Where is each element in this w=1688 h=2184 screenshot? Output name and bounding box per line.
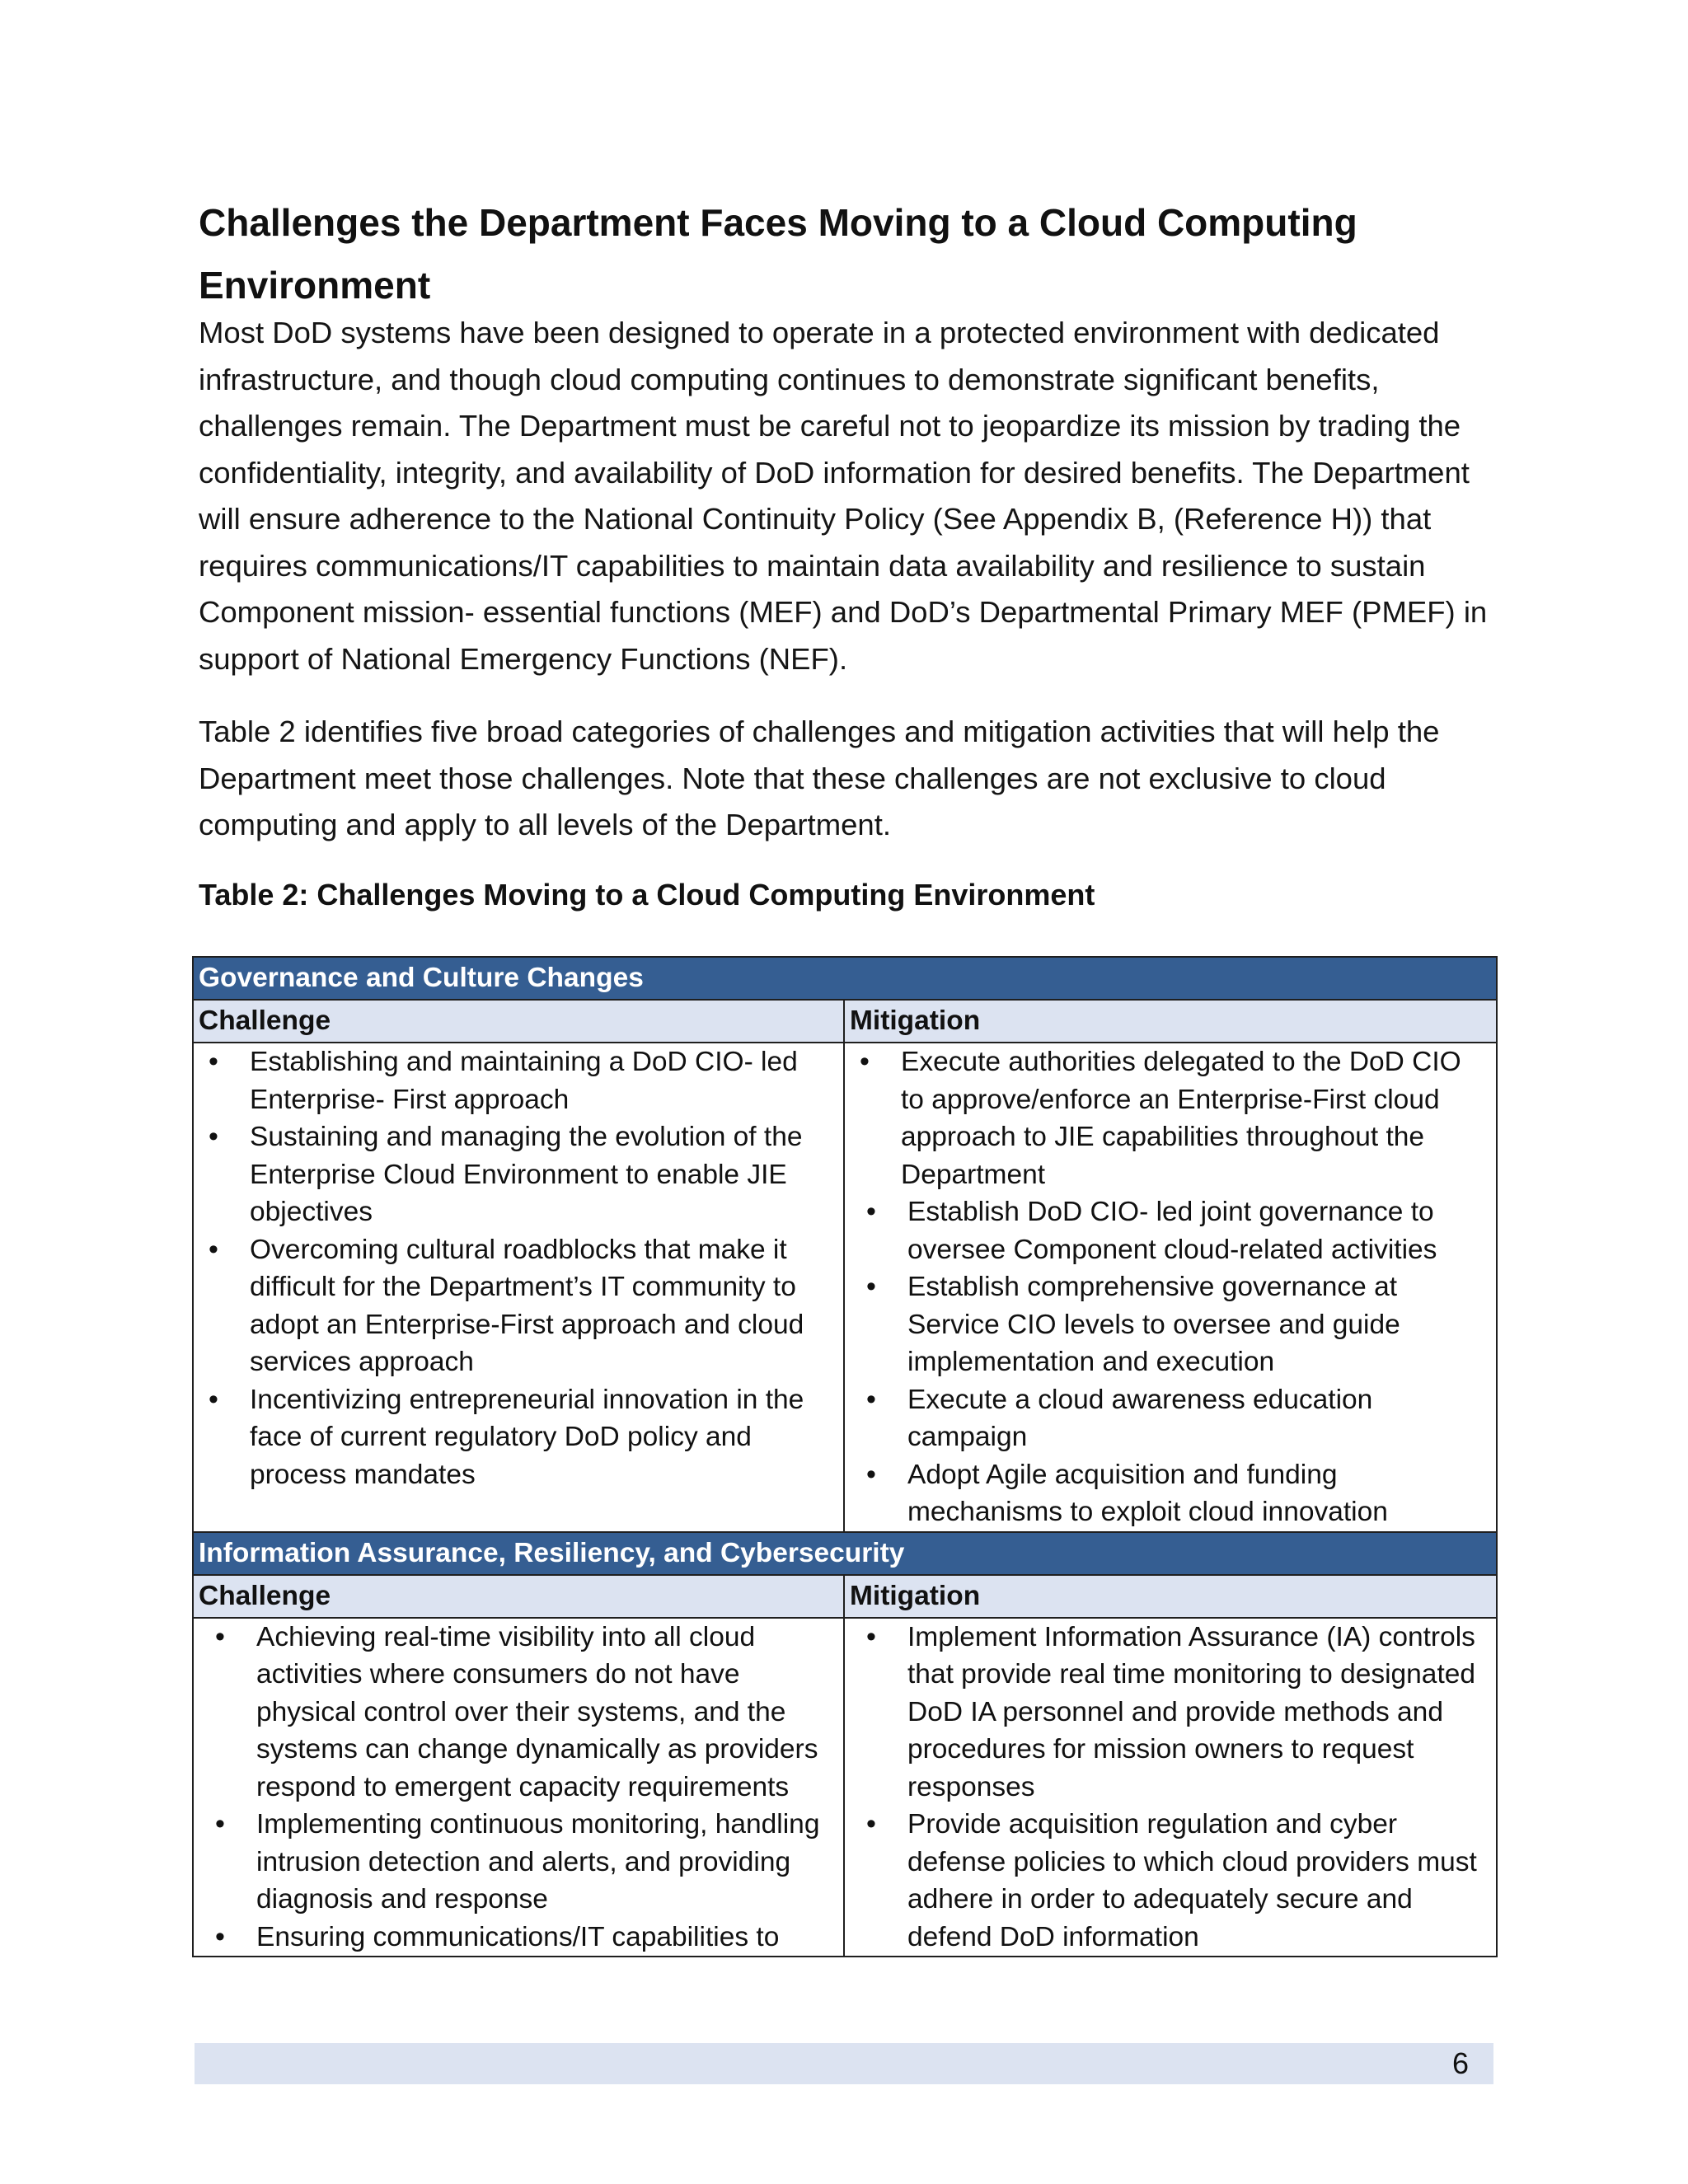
challenges-table: [192, 956, 1498, 1957]
main-content: [199, 191, 1497, 918]
challenge-column-header: Challenge: [193, 1000, 844, 1043]
challenge-list-cell: [193, 1043, 844, 1532]
bullet-icon: •: [866, 1196, 876, 1227]
bullet-icon: •: [866, 1271, 876, 1302]
challenge-list: [199, 1043, 838, 1493]
bullet-icon: •: [209, 1121, 218, 1152]
table-caption: Table 2: Challenges Moving to a Cloud Computing Environment: [199, 877, 1095, 912]
bullet-icon: •: [209, 1233, 218, 1265]
challenge-column-header: Challenge: [193, 1575, 844, 1618]
list-item: • Incentivizing entrepreneurial innovation in the face of current regulatory DoD policy and process mandates: [199, 1381, 838, 1494]
bullet-icon: •: [215, 1620, 225, 1652]
challenge-list-cell: [193, 1618, 844, 1957]
list-item: • Adopt Agile acquisition and funding mechanisms to exploit cloud innovation: [850, 1456, 1491, 1531]
bullet-icon: •: [215, 1808, 225, 1840]
list-item: • Sustaining and managing the evolution of the Enterprise Cloud Environment to enable JIE objectives: [199, 1118, 838, 1231]
list-item: • Establish comprehensive governance at Service CIO levels to oversee and guide implementation and execution: [850, 1268, 1491, 1381]
list-item: • Ensuring communications/IT capabilities to: [199, 1919, 838, 1957]
table-header-row: [193, 1000, 1497, 1043]
table-section-row: [193, 1532, 1497, 1575]
bullet-icon: •: [866, 1383, 876, 1415]
list-item: • Execute a cloud awareness education campaign: [850, 1381, 1491, 1456]
bullet-icon: •: [209, 1046, 218, 1077]
list-item: • Achieving real-time visibility into all cloud activities where consumers do not have physical control over their systems, and the systems can change dynamically as providers respond to emergent capacity requirements: [199, 1619, 838, 1807]
page-number: 6: [1451, 2046, 1469, 2080]
mitigation-column-header: Mitigation: [844, 1575, 1497, 1618]
table-row: [193, 1043, 1497, 1532]
body-paragraph-1: Most DoD systems have been designed to operate in a protected environment with dedicated infrastructure, and though cloud computing continues to demonstrate significant benefits, challenges remain. The Department must be careful not to jeopardize its mission by trading the confidentiality, integrity, and availability of DoD information for desired benefits. The Department will ensure adherence to the National Continuity Policy (See Appendix B, (Reference H)) that requires communications/IT capabilities to maintain data availability and resilience to sustain Component mission- essential functions (MEF) and DoD’s Departmental Primary MEF (PMEF) in support of National Emergency Functions (NEF).: [199, 316, 1488, 676]
body-paragraph-2: Table 2 identifies five broad categories of challenges and mitigation activities that will help the Department meet those challenges. Note that these challenges are not exclusive to cloud computing and apply to all levels of the Department.: [199, 715, 1440, 841]
list-item: • Implement Information Assurance (IA) controls that provide real time monitoring to designated DoD IA personnel and provide methods and procedures for mission owners to request responses: [850, 1619, 1491, 1807]
table-header-row: [193, 1575, 1497, 1618]
bullet-icon: •: [209, 1383, 218, 1415]
table-row: [193, 1618, 1497, 1957]
table-section-row: [193, 957, 1497, 1000]
bullet-icon: •: [866, 1808, 876, 1840]
mitigation-list-cell: [844, 1618, 1497, 1957]
list-item: • Provide acquisition regulation and cyber defense policies to which cloud providers must adhere in order to adequately secure and defend DoD information: [850, 1806, 1491, 1956]
section-title-governance: Governance and Culture Changes: [193, 957, 1497, 1000]
mitigation-list: [850, 1043, 1491, 1531]
list-item: • Establish DoD CIO- led joint governance to oversee Component cloud-related activities: [850, 1193, 1491, 1268]
bullet-icon: •: [866, 1620, 876, 1652]
section-heading: Challenges the Department Faces Moving to a Cloud Computing Environment: [199, 201, 1357, 307]
mitigation-column-header: Mitigation: [844, 1000, 1497, 1043]
list-item: • Establishing and maintaining a DoD CIO- led Enterprise- First approach: [199, 1043, 838, 1118]
section-title-information-assurance: Information Assurance, Resiliency, and Cybersecurity: [193, 1532, 1497, 1575]
page-footer: [195, 2043, 1493, 2084]
challenge-list: [199, 1619, 838, 1957]
list-item: • Execute authorities delegated to the DoD CIO to approve/enforce an Enterprise-First cloud approach to JIE capabilities throughout the Department: [850, 1043, 1491, 1193]
mitigation-list-cell: [844, 1043, 1497, 1532]
mitigation-list: [850, 1619, 1491, 1957]
bullet-icon: •: [215, 1920, 225, 1952]
list-item: • Overcoming cultural roadblocks that make it difficult for the Department’s IT community to adopt an Enterprise-First approach and cloud services approach: [199, 1231, 838, 1381]
bullet-icon: •: [860, 1046, 870, 1077]
bullet-icon: •: [866, 1458, 876, 1490]
list-item: • Implementing continuous monitoring, handling intrusion detection and alerts, and providing diagnosis and response: [199, 1806, 838, 1919]
